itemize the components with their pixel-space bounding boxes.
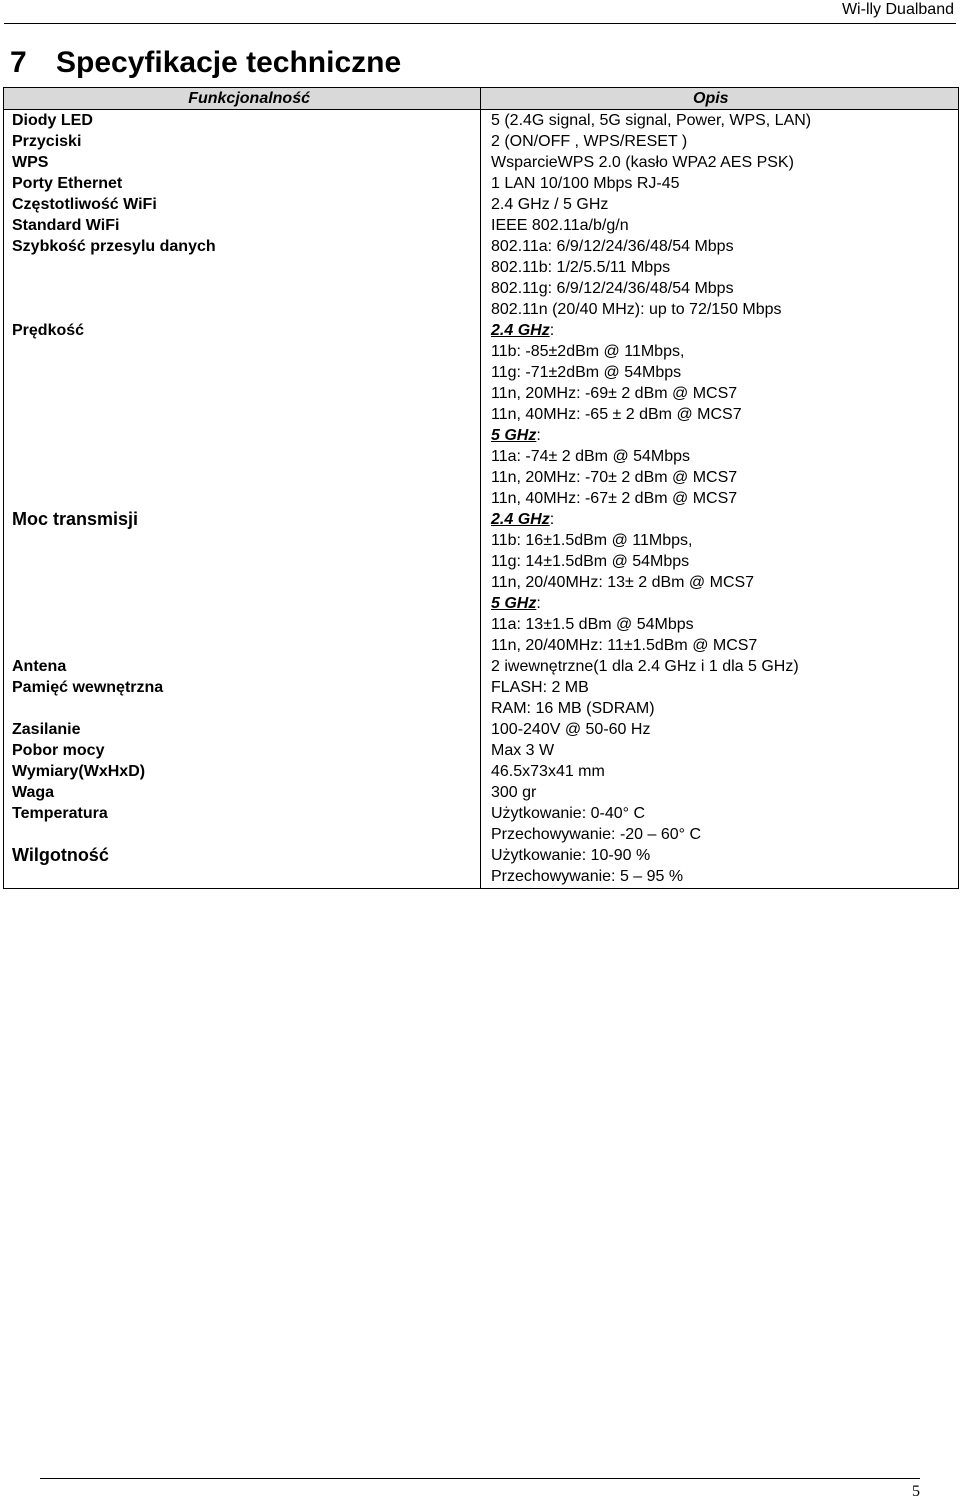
spec-label: Pobor mocy (4, 740, 481, 761)
spec-value-line: Użytkowanie: 10-90 % (491, 847, 651, 864)
table-row (4, 152, 959, 173)
spec-value-line: Max 3 W (491, 742, 555, 759)
table-row (4, 845, 959, 889)
band-heading-2-4ghz: 2.4 GHz: (491, 322, 555, 339)
spec-value (481, 215, 959, 236)
spec-label: Waga (4, 782, 481, 803)
spec-value-line: 11n, 20/40MHz: 13± 2 dBm @ MCS7 (491, 574, 755, 591)
spec-label: Częstotliwość WiFi (4, 194, 481, 215)
spec-value-line: 802.11b: 1/2/5.5/11 Mbps (491, 259, 671, 276)
spec-value-line: 11a: 13±1.5 dBm @ 54Mbps (491, 616, 694, 633)
spec-value-line: 11b: -85±2dBm @ 11Mbps, (491, 343, 685, 360)
spec-table-header (4, 88, 959, 110)
spec-value-line: 11g: 14±1.5dBm @ 54Mbps (491, 553, 690, 570)
column-header-description: Opis (481, 88, 959, 110)
table-row (4, 320, 959, 509)
spec-value-line: 11n, 20/40MHz: 11±1.5dBm @ MCS7 (491, 637, 758, 654)
table-row (4, 782, 959, 803)
spec-value-line: 11b: 16±1.5dBm @ 11Mbps, (491, 532, 693, 549)
spec-value (481, 320, 959, 509)
spec-label: Zasilanie (4, 719, 481, 740)
spec-value (481, 194, 959, 215)
spec-label: Temperatura (4, 803, 481, 845)
spec-value-line: 11g: -71±2dBm @ 54Mbps (491, 364, 682, 381)
spec-label: Porty Ethernet (4, 173, 481, 194)
spec-value (481, 803, 959, 845)
spec-value-line: Przechowywanie: 5 – 95 % (491, 868, 684, 885)
spec-value (481, 131, 959, 152)
band-heading-5ghz: 5 GHz: (491, 427, 541, 444)
table-row (4, 215, 959, 236)
spec-value-line: IEEE 802.11a/b/g/n (491, 217, 629, 234)
spec-value (481, 761, 959, 782)
spec-value (481, 236, 959, 320)
spec-value-line: RAM: 16 MB (SDRAM) (491, 700, 655, 717)
table-row (4, 131, 959, 152)
spec-value (481, 782, 959, 803)
table-row (4, 656, 959, 677)
table-row (4, 719, 959, 740)
spec-value-line: 5 (2.4G signal, 5G signal, Power, WPS, LAN) (491, 112, 812, 129)
table-row (4, 740, 959, 761)
spec-value-line: 11n, 20MHz: -70± 2 dBm @ MCS7 (491, 469, 738, 486)
spec-value-line: Przechowywanie: -20 – 60° C (491, 826, 702, 843)
spec-label: Przyciski (4, 131, 481, 152)
spec-value (481, 740, 959, 761)
table-row (4, 236, 959, 320)
spec-label: Diody LED (4, 110, 481, 132)
spec-value (481, 845, 959, 889)
spec-label: Wilgotność (4, 845, 481, 889)
table-row (4, 110, 959, 132)
spec-value-line: 802.11a: 6/9/12/24/36/48/54 Mbps (491, 238, 734, 255)
table-row (4, 509, 959, 656)
spec-value-line: 2 (ON/OFF , WPS/RESET ) (491, 133, 688, 150)
spec-value (481, 110, 959, 132)
table-row (4, 194, 959, 215)
spec-value-line: Użytkowanie: 0-40° C (491, 805, 646, 822)
document-header-brand: Wi-lly Dualband (841, 1, 954, 18)
section-heading (10, 44, 401, 82)
spec-value-line: 2.4 GHz / 5 GHz (491, 196, 609, 213)
spec-value (481, 152, 959, 173)
spec-value (481, 677, 959, 719)
table-row (4, 677, 959, 719)
spec-value (481, 509, 959, 656)
spec-value-line: 300 gr (491, 784, 537, 801)
section-number: 7 (10, 46, 27, 79)
spec-value-line: 2 iwewnętrzne(1 dla 2.4 GHz i 1 dla 5 GHz) (491, 658, 799, 675)
footer-divider (40, 1478, 920, 1479)
spec-value-line: 802.11g: 6/9/12/24/36/48/54 Mbps (491, 280, 734, 297)
spec-value-line: 11a: -74± 2 dBm @ 54Mbps (491, 448, 691, 465)
header-divider (4, 23, 956, 24)
spec-label: Prędkość (4, 320, 481, 509)
spec-value-line: 11n, 40MHz: -65 ± 2 dBm @ MCS7 (491, 406, 742, 423)
spec-value-line: 1 LAN 10/100 Mbps RJ-45 (491, 175, 680, 192)
spec-value-line: 46.5x73x41 mm (491, 763, 605, 780)
spec-value (481, 719, 959, 740)
page-number: 5 (912, 1483, 920, 1500)
spec-label: Moc transmisji (4, 509, 481, 656)
spec-label: Antena (4, 656, 481, 677)
spec-label: Szybkość przesylu danych (4, 236, 481, 320)
spec-value-line: 11n, 40MHz: -67± 2 dBm @ MCS7 (491, 490, 738, 507)
table-row (4, 173, 959, 194)
spec-value-line: 11n, 20MHz: -69± 2 dBm @ MCS7 (491, 385, 738, 402)
spec-value (481, 173, 959, 194)
spec-label: Pamięć wewnętrzna (4, 677, 481, 719)
spec-value (481, 656, 959, 677)
section-title: Specyfikacje techniczne (56, 46, 402, 79)
spec-value-line: FLASH: 2 MB (491, 679, 589, 696)
spec-label: Wymiary(WxHxD) (4, 761, 481, 782)
spec-table (3, 87, 959, 889)
table-row (4, 803, 959, 845)
spec-value-line: 802.11n (20/40 MHz): up to 72/150 Mbps (491, 301, 782, 318)
spec-value-line: 100-240V @ 50-60 Hz (491, 721, 651, 738)
spec-label: Standard WiFi (4, 215, 481, 236)
spec-label: WPS (4, 152, 481, 173)
column-header-function: Funkcjonalność (4, 88, 481, 110)
table-row (4, 761, 959, 782)
band-heading-2-4ghz: 2.4 GHz: (491, 511, 555, 528)
spec-value-line: WsparcieWPS 2.0 (kasło WPA2 AES PSK) (491, 154, 794, 171)
band-heading-5ghz: 5 GHz: (491, 595, 541, 612)
